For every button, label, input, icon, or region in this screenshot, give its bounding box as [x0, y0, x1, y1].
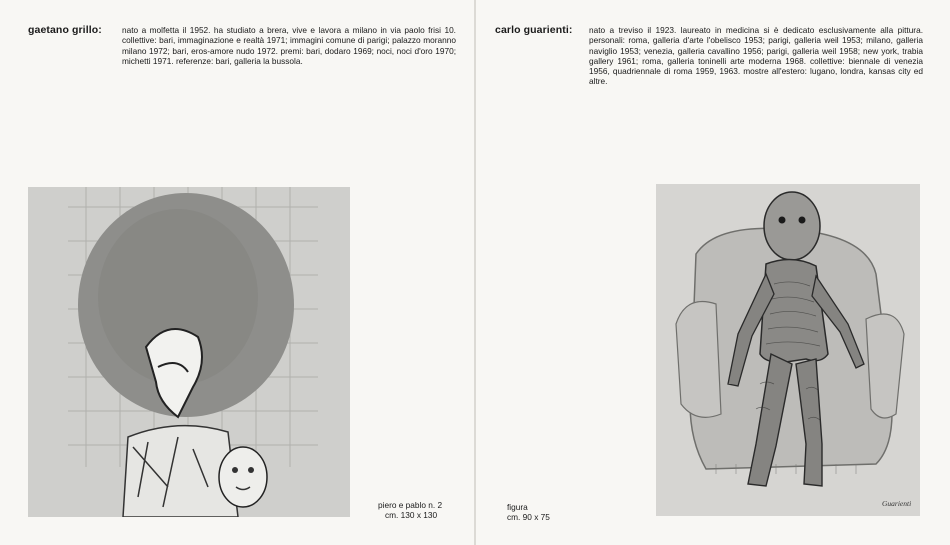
artwork-figura — [656, 184, 920, 516]
artwork-dimensions: cm. 130 x 130 — [385, 510, 438, 520]
artwork-image — [28, 187, 350, 517]
artwork-title: figura — [507, 502, 528, 512]
artist-name: gaetano grillo: — [28, 24, 102, 36]
artist-bio: nato a molfetta il 1952. ha studiato a brera, vive e lavora a milano in via paolo frisi 10. collettive: bari, immaginazione e realtà 1971; immagini comune di parigi; palazzo moranno milano 1972; bari, eros-amore nudo 1972. premi: bari, dodaro 1969; noci, noci d'oro 1970; michetti 1971. referenze: bari, galleria la bussola. — [122, 25, 456, 66]
artwork-image — [656, 184, 920, 516]
left-page — [0, 0, 474, 545]
artwork-dimensions: cm. 90 x 75 — [507, 512, 550, 522]
artwork-title: piero e pablo n. 2 — [378, 500, 443, 510]
artist-signature: Guarienti — [882, 499, 912, 508]
artist-bio: nato a treviso il 1923. laureato in medicina si è dedicato esclusivamente alla pittura. personali: roma, galleria d'arte l'obelisco 1953; parigi, galleria weil 1953; milano, galleria naviglio 1953; venezia, galleria cavallino 1956; parigi, galleria weil 1958; new york, trabia gallery 1961; roma, galleria toninelli arte moderna 1968. collettive: biennale di venezia 1956, quadriennale di roma 1959, 1963. mostre all'estero: lugano, londra, kansas city ed altre. — [589, 25, 923, 87]
right-page — [476, 0, 950, 545]
artwork-piero-e-pablo — [28, 187, 350, 517]
artist-name: carlo guarienti: — [495, 24, 573, 36]
